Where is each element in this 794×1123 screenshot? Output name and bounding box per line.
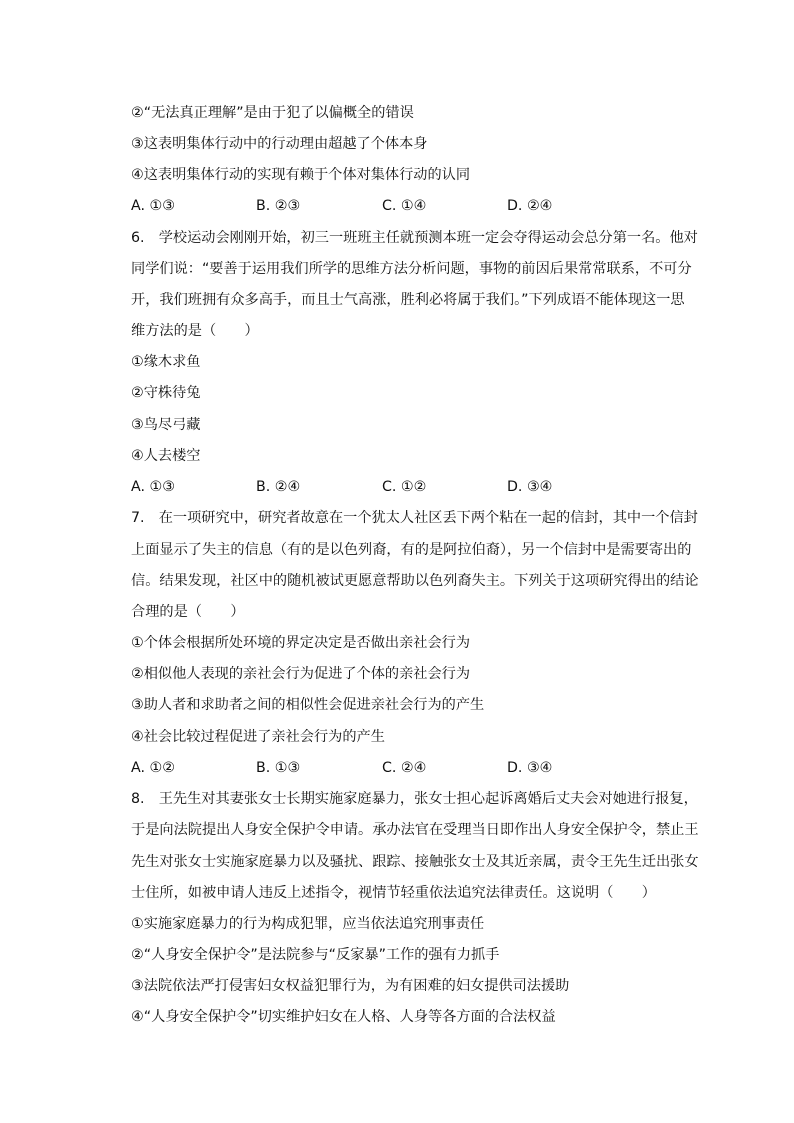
q7-stem-line-2: 上面显示了失主的信息（有的是以色列裔，有的是阿拉伯裔），另一个信封中是需要寄出的 bbox=[131, 542, 692, 558]
q7-option-c: C. ②④ bbox=[382, 760, 427, 776]
q7-stem-line-3: 信。结果发现，社区中的随机被试更愿意帮助以色列裔失主。下列关于这项研究得出的结论 bbox=[131, 573, 699, 589]
q7-stem-line-4: 合理的是（ ） bbox=[131, 604, 245, 620]
q6-item-1: ①缘木求鱼 bbox=[131, 354, 201, 370]
q7-stem-line-1: 7. 在一项研究中，研究者故意在一个犹太人社区丢下两个粘在一起的信封，其中一个信封 bbox=[131, 510, 698, 526]
q5-options bbox=[131, 196, 651, 216]
q8-item-1: ①实施家庭暴力的行为构成犯罪，应当依法追究刑事责任 bbox=[131, 916, 485, 932]
q5-option-c: C. ①④ bbox=[382, 198, 427, 214]
q8-item-2: ②“人身安全保护令”是法院参与“反家暴”工作的强有力抓手 bbox=[131, 947, 500, 963]
q8-stem-line-3: 先生对张女士实施家庭暴力以及骚扰、跟踪、接触张女士及其近亲属，责令王先生迁出张女 bbox=[131, 854, 699, 870]
q8-item-3: ③法院依法严打侵害妇女权益犯罪行为，为有困难的妇女提供司法援助 bbox=[131, 978, 570, 994]
q5-option-b: B. ②③ bbox=[256, 198, 301, 214]
q7-option-a: A. ①② bbox=[131, 760, 175, 776]
q8-stem-line-2: 于是向法院提出人身安全保护令申请。承办法官在受理当日即作出人身安全保护令，禁止王 bbox=[131, 822, 699, 838]
q7-option-b: B. ①③ bbox=[256, 760, 301, 776]
q6-item-4: ④人去楼空 bbox=[131, 448, 201, 464]
q6-option-d: D. ③④ bbox=[507, 479, 553, 495]
q7-item-2: ②相似他人表现的亲社会行为促进了个体的亲社会行为 bbox=[131, 666, 471, 682]
q6-item-2: ②守株待兔 bbox=[131, 385, 201, 401]
q5-item-3: ③这表明集体行动中的行动理由超越了个体本身 bbox=[131, 136, 428, 152]
q6-options bbox=[131, 477, 651, 497]
q7-options bbox=[131, 758, 651, 778]
q7-item-3: ③助人者和求助者之间的相似性会促进亲社会行为的产生 bbox=[131, 697, 485, 713]
q7-item-1: ①个体会根据所处环境的界定决定是否做出亲社会行为 bbox=[131, 635, 471, 651]
q5-option-a: A. ①③ bbox=[131, 198, 175, 214]
q5-option-d: D. ②④ bbox=[507, 198, 553, 214]
q5-item-4: ④这表明集体行动的实现有赖于个体对集体行动的认同 bbox=[131, 167, 471, 183]
q7-option-d: D. ③④ bbox=[507, 760, 553, 776]
q6-option-c: C. ①② bbox=[382, 479, 427, 495]
q6-option-b: B. ②④ bbox=[256, 479, 301, 495]
q5-item-2: ②“无法真正理解”是由于犯了以偏概全的错误 bbox=[131, 105, 414, 121]
q6-stem-line-2: 同学们说：“要善于运用我们所学的思维方法分析问题，事物的前因后果常常联系，不可分 bbox=[131, 261, 692, 277]
q8-stem-line-4: 士住所，如被申请人违反上述指令，视情节轻重依法追究法律责任。这说明（ ） bbox=[131, 885, 656, 901]
q6-stem-line-1: 6. 学校运动会刚刚开始，初三一班班主任就预测本班一定会夺得运动会总分第一名。他对 bbox=[131, 230, 698, 246]
q7-item-4: ④社会比较过程促进了亲社会行为的产生 bbox=[131, 729, 385, 745]
q6-stem-line-4: 维方法的是（ ） bbox=[131, 323, 259, 339]
q6-stem-line-3: 开，我们班拥有众多高手，而且士气高涨，胜利必将属于我们。”下列成语不能体现这一思 bbox=[131, 292, 685, 308]
q8-item-4: ④“人身安全保护令”切实维护妇女在人格、人身等各方面的合法权益 bbox=[131, 1009, 556, 1025]
q6-item-3: ③鸟尽弓藏 bbox=[131, 417, 201, 433]
q6-option-a: A. ①③ bbox=[131, 479, 175, 495]
q8-stem-line-1: 8. 王先生对其妻张女士长期实施家庭暴力，张女士担心起诉离婚后丈夫会对她进行报复， bbox=[131, 791, 698, 807]
